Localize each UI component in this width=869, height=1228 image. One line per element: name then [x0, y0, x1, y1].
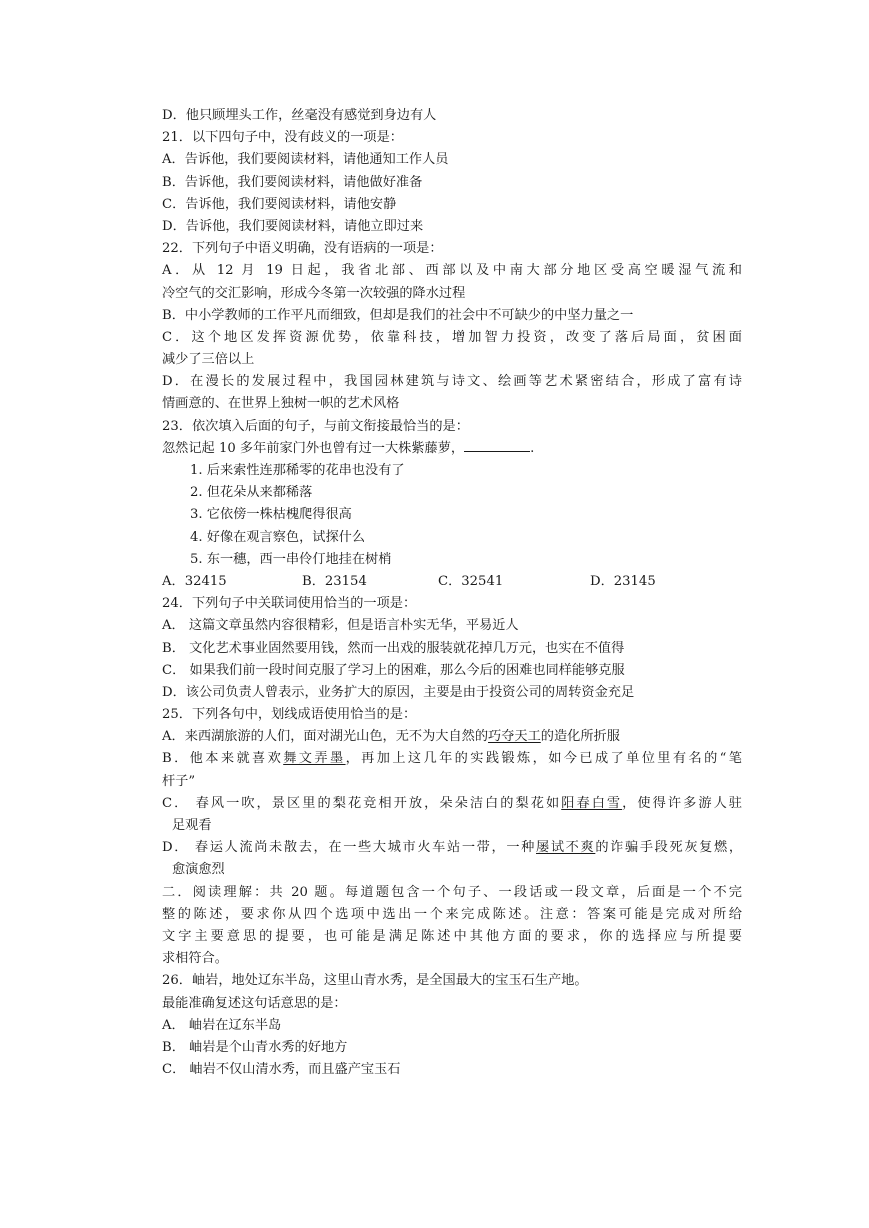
q25-option-a-text-end: 的造化所折服	[540, 729, 620, 745]
q26-option-a: A． 岫岩在辽东半岛	[162, 1017, 282, 1033]
q22-option-a-line1: A．从 12 月 19 日起，我省北部、西部以及中南大部分地区受高空暖湿气流和	[162, 263, 742, 279]
q21-option-d: D．告诉他，我们要阅读材料，请他立即过来	[162, 218, 424, 234]
q21-option-b: B．告诉他，我们要阅读材料，请他做好准备	[162, 174, 423, 190]
q25-option-a	[162, 726, 742, 748]
q25-option-c-text-end: ，使得许多游人驻	[622, 795, 742, 811]
q26-passage: 26．岫岩，地处辽东半岛，这里山青水秀，是全国最大的宝玉石生产地。	[162, 973, 588, 989]
q25-option-c-line2: 足观看	[172, 818, 212, 833]
q24-option-a: A． 这篇文章虽然内容很精彩，但是语言朴实无华，平易近人	[162, 618, 519, 634]
q26-option-b: B． 岫岩是个山青水秀的好地方	[162, 1039, 348, 1055]
q22-option-c-line1: C．这个地区发挥资源优势，依靠科技，增加智力投资，改变了落后局面，贫困面	[162, 329, 742, 345]
q23-options-row	[162, 571, 742, 593]
q22-stem: 22．下列句子中语义明确，没有语病的一项是：	[162, 241, 443, 257]
q25-option-b-line2: 杆子”	[162, 773, 196, 789]
q25-option-b-text-end: ，再加上这几年的实践锻炼，如今已成了单位里有名的“笔	[345, 751, 742, 767]
q23-option-c: C．32541	[438, 573, 504, 589]
section2-instructions-line3: 文字主要意思的提要，也可能是满足陈述中其他方面的要求，你的选择应与所提要	[162, 928, 742, 944]
q21-stem: 21．以下四句子中，没有歧义的一项是：	[162, 130, 403, 146]
q25-option-c-text: C． 春风一吹，景区里的梨花竞相开放，朵朵洁白的梨花如	[162, 795, 562, 811]
q23-lead	[162, 438, 742, 460]
q24-stem: 24．下列句子中关联词使用恰当的一项是：	[162, 596, 417, 612]
q25-option-d-idiom: 屡试不爽	[536, 840, 596, 856]
q23-stem: 23．依次填入后面的句子，与前文衔接最恰当的是：	[162, 418, 469, 434]
q25-option-c-idiom: 阳春白雪	[561, 795, 623, 811]
section2-instructions-line4: 求相符合。	[162, 951, 228, 967]
q20-option-d: D．他只顾埋头工作，丝毫没有感觉到身边有人	[162, 108, 437, 123]
q23-lead-end: .	[530, 440, 535, 456]
q26-stem: 最能准确复述这句话意思的是：	[162, 995, 347, 1011]
q23-item-2: 2. 但花朵从来都稀落	[190, 485, 313, 501]
q23-item-1: 1. 后来索性连那稀零的花串也没有了	[190, 463, 405, 478]
q23-option-b: B．23154	[302, 573, 367, 589]
q23-item-5: 5. 东一穗，西一串伶仃地挂在树梢	[190, 551, 392, 567]
q21-option-a: A．告诉他，我们要阅读材料，请他通知工作人员	[162, 152, 449, 168]
q24-option-b: B． 文化艺术事业固然要用钱，然而一出戏的服装就花掉几万元，也实在不值得	[162, 640, 625, 656]
section2-instructions-line1: 二．阅读理解：共 20 题。每道题包含一个句子、一段话或一段文章，后面是一个不完	[162, 884, 742, 900]
section2-instructions-line2: 整的陈述，要求你从四个选项中选出一个来完成陈述。注意：答案可能是完成对所给	[162, 906, 742, 922]
q25-option-a-text: A．来西湖旅游的人们，面对湖光山色，无不为大自然的	[162, 729, 489, 745]
q25-option-d-text-end: 的诈骗手段死灰复燃，	[595, 840, 743, 856]
q22-option-a-line2: 冷空气的交汇影响，形成今冬第一次较强的降水过程	[162, 285, 466, 301]
q23-item-4: 4. 好像在观言察色，试探什么	[190, 529, 366, 545]
q25-option-a-idiom: 巧夺天工	[488, 729, 541, 745]
q24-option-c: C． 如果我们前一段时间克服了学习上的困难，那么今后的困难也同样能够克服	[162, 662, 625, 678]
q24-option-d: D．该公司负责人曾表示，业务扩大的原因，主要是由于投资公司的周转资金充足	[162, 684, 635, 700]
q23-answer-blank	[464, 439, 530, 452]
q25-stem: 25．下列各句中，划线成语使用恰当的是：	[162, 707, 417, 723]
q22-option-d-line2: 情画意的、在世界上独树一帜的艺术风格	[162, 396, 400, 412]
q25-option-d-line1	[162, 837, 742, 859]
q25-option-b-text: B．他本来就喜欢	[162, 751, 284, 767]
q22-option-b: B．中小学教师的工作平凡而细致，但却是我们的社会中不可缺少的中坚力量之一	[162, 307, 634, 323]
q23-item-3: 3. 它依傍一株枯槐爬得很高	[190, 507, 352, 523]
q25-option-d-text: D． 春运人流尚未散去，在一些大城市火车站一带，一种	[162, 840, 537, 856]
q26-option-c: C． 岫岩不仅山清水秀，而且盛产宝玉石	[162, 1062, 401, 1078]
q22-option-c-line2: 减少了三倍以上	[162, 352, 255, 368]
q25-option-d-line2: 愈演愈烈	[172, 862, 225, 878]
q23-lead-text: 忽然记起 10 多年前家门外也曾有过一大株紫藤萝，	[162, 440, 465, 456]
q25-option-b-idiom: 舞文弄墨	[283, 751, 346, 767]
exam-content	[162, 105, 742, 1081]
q23-option-d: D．23145	[590, 573, 656, 589]
q23-option-a: A．32415	[162, 573, 227, 589]
q21-option-c: C．告诉他，我们要阅读材料，请他安静	[162, 196, 397, 212]
q25-option-c-line1	[162, 793, 742, 815]
q25-option-b-line1	[162, 748, 742, 770]
q22-option-d-line1: D．在漫长的发展过程中，我国园林建筑与诗文、绘画等艺术紧密结合，形成了富有诗	[162, 374, 742, 390]
